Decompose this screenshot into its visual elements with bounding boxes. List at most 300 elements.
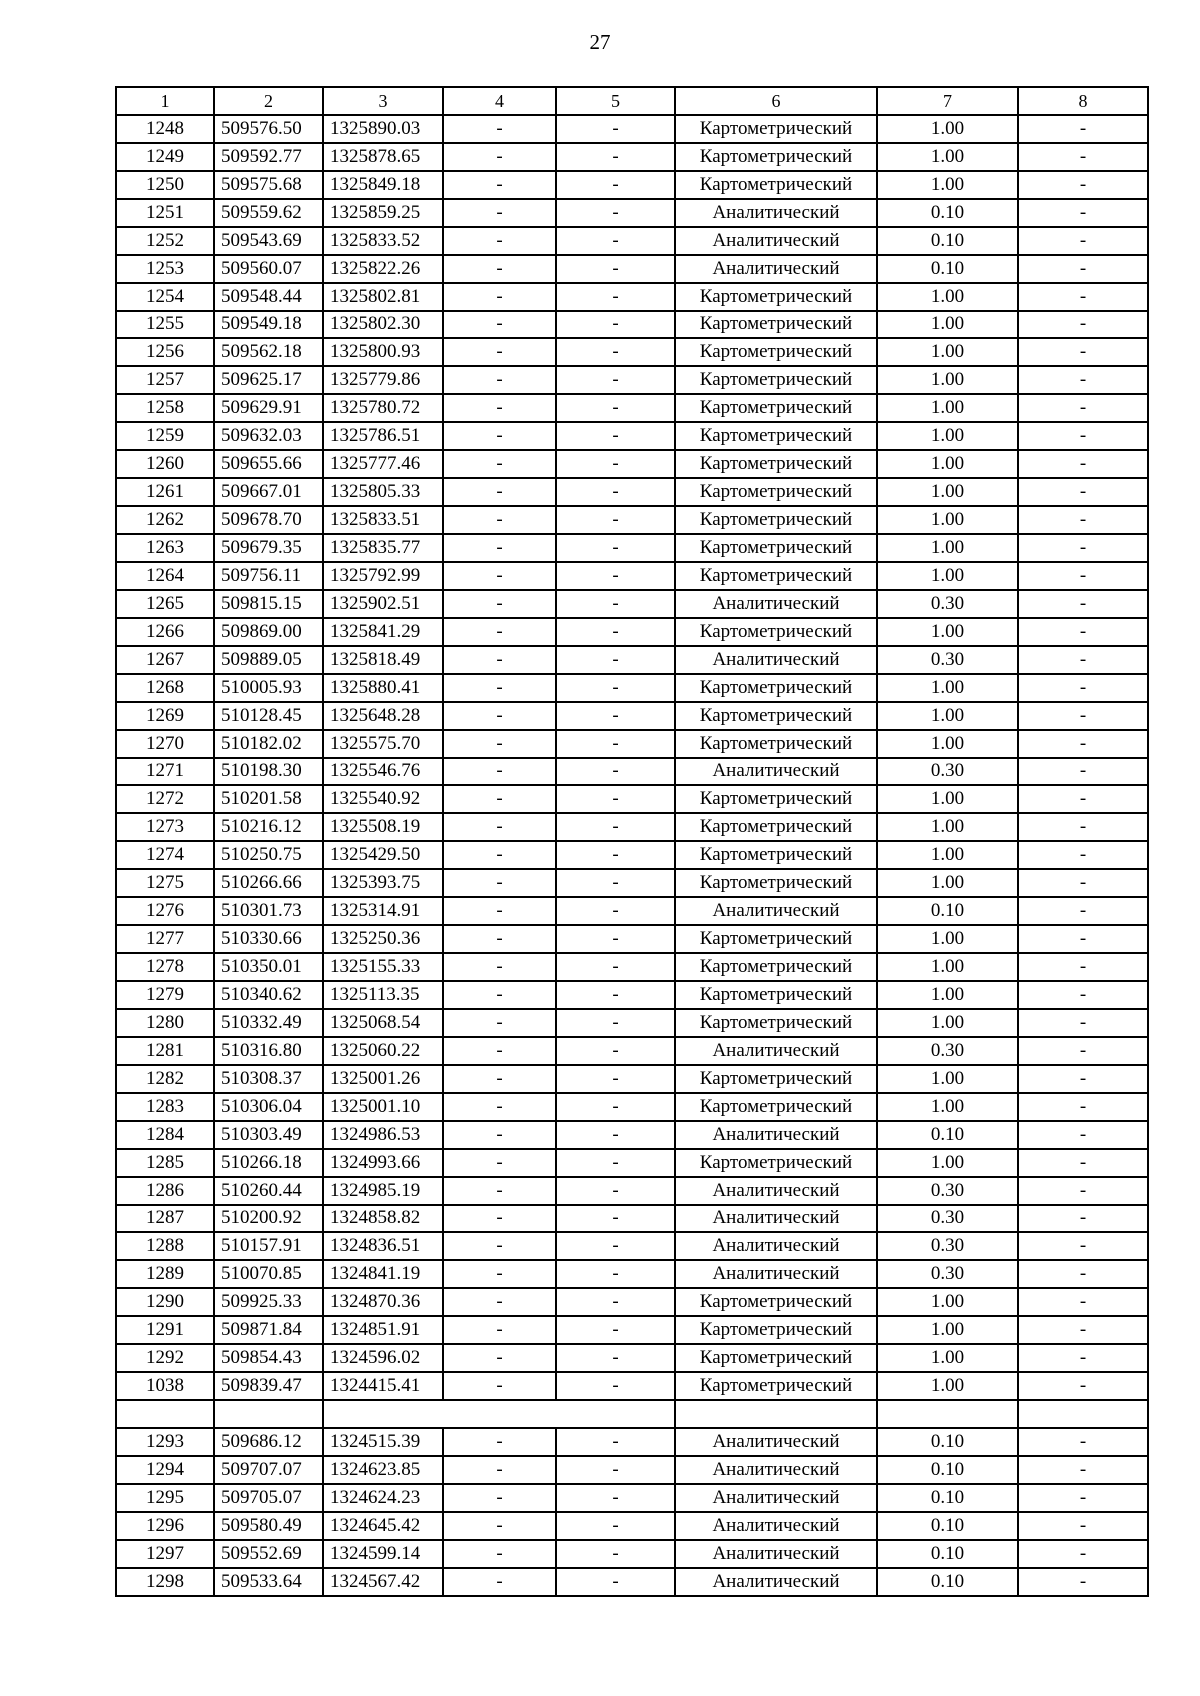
method-cell: Аналитический [675,1232,877,1260]
col4-cell: - [443,338,556,366]
coordinates-table [115,86,1149,1597]
column-header: 1 [116,87,214,115]
point-number-cell: 1249 [116,143,214,171]
method-cell: Картометрический [675,171,877,199]
x-coordinate-cell: 510250.75 [214,841,323,869]
x-coordinate-cell: 510128.45 [214,702,323,730]
accuracy-cell: 1.00 [877,562,1018,590]
col4-cell: - [443,925,556,953]
accuracy-cell: 0.10 [877,199,1018,227]
accuracy-cell: 0.10 [877,1121,1018,1149]
point-number-cell: 1281 [116,1037,214,1065]
y-coordinate-cell: 1325780.72 [323,394,443,422]
table-row [116,1568,1148,1596]
point-number-cell: 1286 [116,1177,214,1205]
accuracy-cell: 1.00 [877,1009,1018,1037]
y-coordinate-cell: 1325779.86 [323,366,443,394]
col8-cell: - [1018,1009,1148,1037]
method-cell: Картометрический [675,534,877,562]
x-coordinate-cell: 509705.07 [214,1484,323,1512]
method-cell: Аналитический [675,1121,877,1149]
method-cell: Аналитический [675,1540,877,1568]
point-number-cell: 1256 [116,338,214,366]
y-coordinate-cell: 1325818.49 [323,646,443,674]
table-row [116,311,1148,339]
x-coordinate-cell: 510308.37 [214,1065,323,1093]
col5-cell: - [556,1009,675,1037]
accuracy-cell: 1.00 [877,283,1018,311]
table-row [116,925,1148,953]
y-coordinate-cell: 1325802.30 [323,311,443,339]
x-coordinate-cell: 509549.18 [214,311,323,339]
x-coordinate-cell: 510070.85 [214,1260,323,1288]
col4-cell: - [443,171,556,199]
col5-cell: - [556,1372,675,1400]
col5-cell: - [556,1316,675,1344]
method-cell: Аналитический [675,227,877,255]
y-coordinate-cell: 1325833.51 [323,506,443,534]
y-coordinate-cell: 1324624.23 [323,1484,443,1512]
col4-cell: - [443,534,556,562]
y-coordinate-cell: 1324623.85 [323,1456,443,1484]
col8-cell: - [1018,1177,1148,1205]
method-cell: Картометрический [675,1316,877,1344]
page-number: 27 [589,30,611,54]
col8-cell: - [1018,869,1148,897]
col5-cell: - [556,1093,675,1121]
table-body-block-2 [116,1428,1148,1596]
col5-cell: - [556,674,675,702]
method-cell: Картометрический [675,813,877,841]
method-cell: Аналитический [675,1512,877,1540]
col5-cell: - [556,562,675,590]
method-cell: Картометрический [675,115,877,143]
point-number-cell: 1278 [116,953,214,981]
col4-cell: - [443,1484,556,1512]
col8-cell: - [1018,1456,1148,1484]
y-coordinate-cell: 1325805.33 [323,478,443,506]
accuracy-cell: 0.30 [877,590,1018,618]
x-coordinate-cell: 510340.62 [214,981,323,1009]
x-coordinate-cell: 510306.04 [214,1093,323,1121]
column-header: 7 [877,87,1018,115]
col4-cell: - [443,702,556,730]
point-number-cell: 1268 [116,674,214,702]
col5-cell: - [556,171,675,199]
col5-cell: - [556,311,675,339]
col5-cell: - [556,925,675,953]
column-header: 6 [675,87,877,115]
y-coordinate-cell: 1324841.19 [323,1260,443,1288]
method-cell: Аналитический [675,1177,877,1205]
y-coordinate-cell: 1325833.52 [323,227,443,255]
method-cell: Аналитический [675,1428,877,1456]
point-number-cell: 1260 [116,450,214,478]
col5-cell: - [556,897,675,925]
y-coordinate-cell: 1325546.76 [323,758,443,786]
table-row [116,506,1148,534]
x-coordinate-cell: 510316.80 [214,1037,323,1065]
col8-cell: - [1018,813,1148,841]
col8-cell: - [1018,1344,1148,1372]
accuracy-cell: 1.00 [877,925,1018,953]
col8-cell: - [1018,1540,1148,1568]
point-number-cell: 1272 [116,785,214,813]
accuracy-cell: 1.00 [877,981,1018,1009]
accuracy-cell: 1.00 [877,674,1018,702]
method-cell: Картометрический [675,1344,877,1372]
col4-cell: - [443,143,556,171]
point-number-cell: 1258 [116,394,214,422]
col5-cell: - [556,1232,675,1260]
x-coordinate-cell: 509871.84 [214,1316,323,1344]
x-coordinate-cell: 509560.07 [214,255,323,283]
col5-cell: - [556,478,675,506]
col4-cell: - [443,1232,556,1260]
col5-cell: - [556,981,675,1009]
x-coordinate-cell: 509756.11 [214,562,323,590]
col5-cell: - [556,813,675,841]
y-coordinate-cell: 1324567.42 [323,1568,443,1596]
col8-cell: - [1018,1065,1148,1093]
table-row [116,953,1148,981]
col5-cell: - [556,618,675,646]
point-number-cell: 1259 [116,422,214,450]
table-row [116,562,1148,590]
x-coordinate-cell: 509552.69 [214,1540,323,1568]
y-coordinate-cell: 1325393.75 [323,869,443,897]
y-coordinate-cell: 1325777.46 [323,450,443,478]
x-coordinate-cell: 509925.33 [214,1288,323,1316]
accuracy-cell: 0.30 [877,1177,1018,1205]
col8-cell: - [1018,981,1148,1009]
y-coordinate-cell: 1324515.39 [323,1428,443,1456]
method-cell: Аналитический [675,255,877,283]
accuracy-cell: 1.00 [877,953,1018,981]
table-row [116,227,1148,255]
point-number-cell: 1255 [116,311,214,339]
col4-cell: - [443,1205,556,1233]
accuracy-cell: 1.00 [877,534,1018,562]
x-coordinate-cell: 510266.18 [214,1149,323,1177]
table-row [116,1065,1148,1093]
table-row [116,869,1148,897]
method-cell: Картометрический [675,338,877,366]
col8-cell: - [1018,590,1148,618]
column-header: 5 [556,87,675,115]
method-cell: Аналитический [675,1260,877,1288]
col4-cell: - [443,953,556,981]
y-coordinate-cell: 1325648.28 [323,702,443,730]
table-row [116,338,1148,366]
x-coordinate-cell: 509679.35 [214,534,323,562]
table-spacer [116,1400,1148,1428]
col5-cell: - [556,1568,675,1596]
table-row [116,171,1148,199]
col4-cell: - [443,1121,556,1149]
accuracy-cell: 1.00 [877,785,1018,813]
y-coordinate-cell: 1324836.51 [323,1232,443,1260]
y-coordinate-cell: 1325890.03 [323,115,443,143]
method-cell: Картометрический [675,1149,877,1177]
table-row [116,422,1148,450]
x-coordinate-cell: 510266.66 [214,869,323,897]
table-row [116,1372,1148,1400]
method-cell: Аналитический [675,646,877,674]
col8-cell: - [1018,255,1148,283]
y-coordinate-cell: 1324986.53 [323,1121,443,1149]
point-number-cell: 1287 [116,1205,214,1233]
x-coordinate-cell: 509632.03 [214,422,323,450]
x-coordinate-cell: 509667.01 [214,478,323,506]
method-cell: Картометрический [675,1093,877,1121]
x-coordinate-cell: 510332.49 [214,1009,323,1037]
method-cell: Картометрический [675,869,877,897]
accuracy-cell: 1.00 [877,478,1018,506]
point-number-cell: 1290 [116,1288,214,1316]
x-coordinate-cell: 509629.91 [214,394,323,422]
point-number-cell: 1264 [116,562,214,590]
col8-cell: - [1018,1372,1148,1400]
point-number-cell: 1251 [116,199,214,227]
point-number-cell: 1275 [116,869,214,897]
empty-cell [214,1400,323,1428]
col4-cell: - [443,1177,556,1205]
col5-cell: - [556,1344,675,1372]
col8-cell: - [1018,758,1148,786]
method-cell: Картометрический [675,841,877,869]
method-cell: Картометрический [675,506,877,534]
method-cell: Картометрический [675,422,877,450]
x-coordinate-cell: 510201.58 [214,785,323,813]
col8-cell: - [1018,1512,1148,1540]
point-number-cell: 1252 [116,227,214,255]
method-cell: Аналитический [675,1456,877,1484]
empty-cell [1018,1400,1148,1428]
col4-cell: - [443,394,556,422]
table-row [116,758,1148,786]
x-coordinate-cell: 509686.12 [214,1428,323,1456]
col5-cell: - [556,1484,675,1512]
y-coordinate-cell: 1325849.18 [323,171,443,199]
accuracy-cell: 1.00 [877,618,1018,646]
col8-cell: - [1018,199,1148,227]
col4-cell: - [443,506,556,534]
point-number-cell: 1294 [116,1456,214,1484]
x-coordinate-cell: 509559.62 [214,199,323,227]
col8-cell: - [1018,143,1148,171]
y-coordinate-cell: 1325250.36 [323,925,443,953]
table-row [116,841,1148,869]
col4-cell: - [443,758,556,786]
accuracy-cell: 1.00 [877,1372,1018,1400]
x-coordinate-cell: 510157.91 [214,1232,323,1260]
x-coordinate-cell: 510301.73 [214,897,323,925]
accuracy-cell: 1.00 [877,450,1018,478]
y-coordinate-cell: 1325155.33 [323,953,443,981]
point-number-cell: 1297 [116,1540,214,1568]
point-number-cell: 1283 [116,1093,214,1121]
table-row [116,199,1148,227]
table-row [116,1456,1148,1484]
col5-cell: - [556,450,675,478]
table-row [116,1149,1148,1177]
accuracy-cell: 0.30 [877,1205,1018,1233]
table-row [116,450,1148,478]
method-cell: Картометрический [675,450,877,478]
accuracy-cell: 0.10 [877,1456,1018,1484]
point-number-cell: 1267 [116,646,214,674]
table-row [116,618,1148,646]
col8-cell: - [1018,422,1148,450]
col4-cell: - [443,450,556,478]
col8-cell: - [1018,925,1148,953]
col4-cell: - [443,813,556,841]
col4-cell: - [443,562,556,590]
accuracy-cell: 1.00 [877,143,1018,171]
col4-cell: - [443,283,556,311]
col5-cell: - [556,1205,675,1233]
accuracy-cell: 1.00 [877,730,1018,758]
col5-cell: - [556,255,675,283]
accuracy-cell: 0.10 [877,227,1018,255]
table-row [116,478,1148,506]
table-row [116,1037,1148,1065]
y-coordinate-cell: 1325068.54 [323,1009,443,1037]
col8-cell: - [1018,1484,1148,1512]
point-number-cell: 1253 [116,255,214,283]
col8-cell: - [1018,1149,1148,1177]
point-number-cell: 1295 [116,1484,214,1512]
method-cell: Картометрический [675,1009,877,1037]
col4-cell: - [443,1316,556,1344]
col8-cell: - [1018,1316,1148,1344]
method-cell: Картометрический [675,674,877,702]
col5-cell: - [556,1177,675,1205]
accuracy-cell: 0.10 [877,1484,1018,1512]
col8-cell: - [1018,171,1148,199]
method-cell: Картометрический [675,981,877,1009]
col8-cell: - [1018,897,1148,925]
col4-cell: - [443,1540,556,1568]
y-coordinate-cell: 1325792.99 [323,562,443,590]
accuracy-cell: 0.10 [877,255,1018,283]
col8-cell: - [1018,1232,1148,1260]
table-row [116,255,1148,283]
x-coordinate-cell: 510303.49 [214,1121,323,1149]
accuracy-cell: 0.10 [877,1568,1018,1596]
col8-cell: - [1018,702,1148,730]
method-cell: Картометрический [675,478,877,506]
table-row [116,1232,1148,1260]
y-coordinate-cell: 1324870.36 [323,1288,443,1316]
accuracy-cell: 1.00 [877,841,1018,869]
method-cell: Картометрический [675,1372,877,1400]
col4-cell: - [443,897,556,925]
x-coordinate-cell: 510198.30 [214,758,323,786]
method-cell: Аналитический [675,590,877,618]
point-number-cell: 1282 [116,1065,214,1093]
x-coordinate-cell: 509580.49 [214,1512,323,1540]
table-row [116,897,1148,925]
point-number-cell: 1270 [116,730,214,758]
col5-cell: - [556,1540,675,1568]
y-coordinate-cell: 1325508.19 [323,813,443,841]
method-cell: Аналитический [675,1568,877,1596]
y-coordinate-cell: 1324858.82 [323,1205,443,1233]
col4-cell: - [443,730,556,758]
method-cell: Аналитический [675,199,877,227]
y-coordinate-cell: 1324596.02 [323,1344,443,1372]
table-row [116,1316,1148,1344]
col8-cell: - [1018,338,1148,366]
column-header: 3 [323,87,443,115]
method-cell: Картометрический [675,143,877,171]
point-number-cell: 1266 [116,618,214,646]
y-coordinate-cell: 1324851.91 [323,1316,443,1344]
table-row [116,674,1148,702]
method-cell: Картометрический [675,730,877,758]
y-coordinate-cell: 1324985.19 [323,1177,443,1205]
col4-cell: - [443,1372,556,1400]
accuracy-cell: 1.00 [877,1344,1018,1372]
col8-cell: - [1018,730,1148,758]
point-number-cell: 1263 [116,534,214,562]
accuracy-cell: 1.00 [877,1065,1018,1093]
point-number-cell: 1284 [116,1121,214,1149]
table-body-block-1 [116,115,1148,1400]
accuracy-cell: 0.30 [877,758,1018,786]
col8-cell: - [1018,283,1148,311]
col8-cell: - [1018,618,1148,646]
table-row [116,366,1148,394]
col5-cell: - [556,730,675,758]
point-number-cell: 1293 [116,1428,214,1456]
point-number-cell: 1291 [116,1316,214,1344]
col5-cell: - [556,422,675,450]
point-number-cell: 1265 [116,590,214,618]
x-coordinate-cell: 509815.15 [214,590,323,618]
x-coordinate-cell: 510200.92 [214,1205,323,1233]
y-coordinate-cell: 1325902.51 [323,590,443,618]
col4-cell: - [443,366,556,394]
y-coordinate-cell: 1325001.10 [323,1093,443,1121]
x-coordinate-cell: 509576.50 [214,115,323,143]
y-coordinate-cell: 1325001.26 [323,1065,443,1093]
method-cell: Картометрический [675,394,877,422]
point-number-cell: 1250 [116,171,214,199]
col4-cell: - [443,841,556,869]
col4-cell: - [443,869,556,897]
col5-cell: - [556,199,675,227]
col8-cell: - [1018,1205,1148,1233]
x-coordinate-cell: 510005.93 [214,674,323,702]
point-number-cell: 1285 [116,1149,214,1177]
x-coordinate-cell: 509839.47 [214,1372,323,1400]
accuracy-cell: 0.10 [877,1512,1018,1540]
point-number-cell: 1261 [116,478,214,506]
method-cell: Картометрический [675,283,877,311]
accuracy-cell: 0.30 [877,1260,1018,1288]
method-cell: Картометрический [675,1065,877,1093]
col4-cell: - [443,1260,556,1288]
accuracy-cell: 1.00 [877,311,1018,339]
accuracy-cell: 0.10 [877,1428,1018,1456]
accuracy-cell: 0.10 [877,897,1018,925]
header-row [116,87,1148,115]
x-coordinate-cell: 509854.43 [214,1344,323,1372]
y-coordinate-cell: 1325314.91 [323,897,443,925]
